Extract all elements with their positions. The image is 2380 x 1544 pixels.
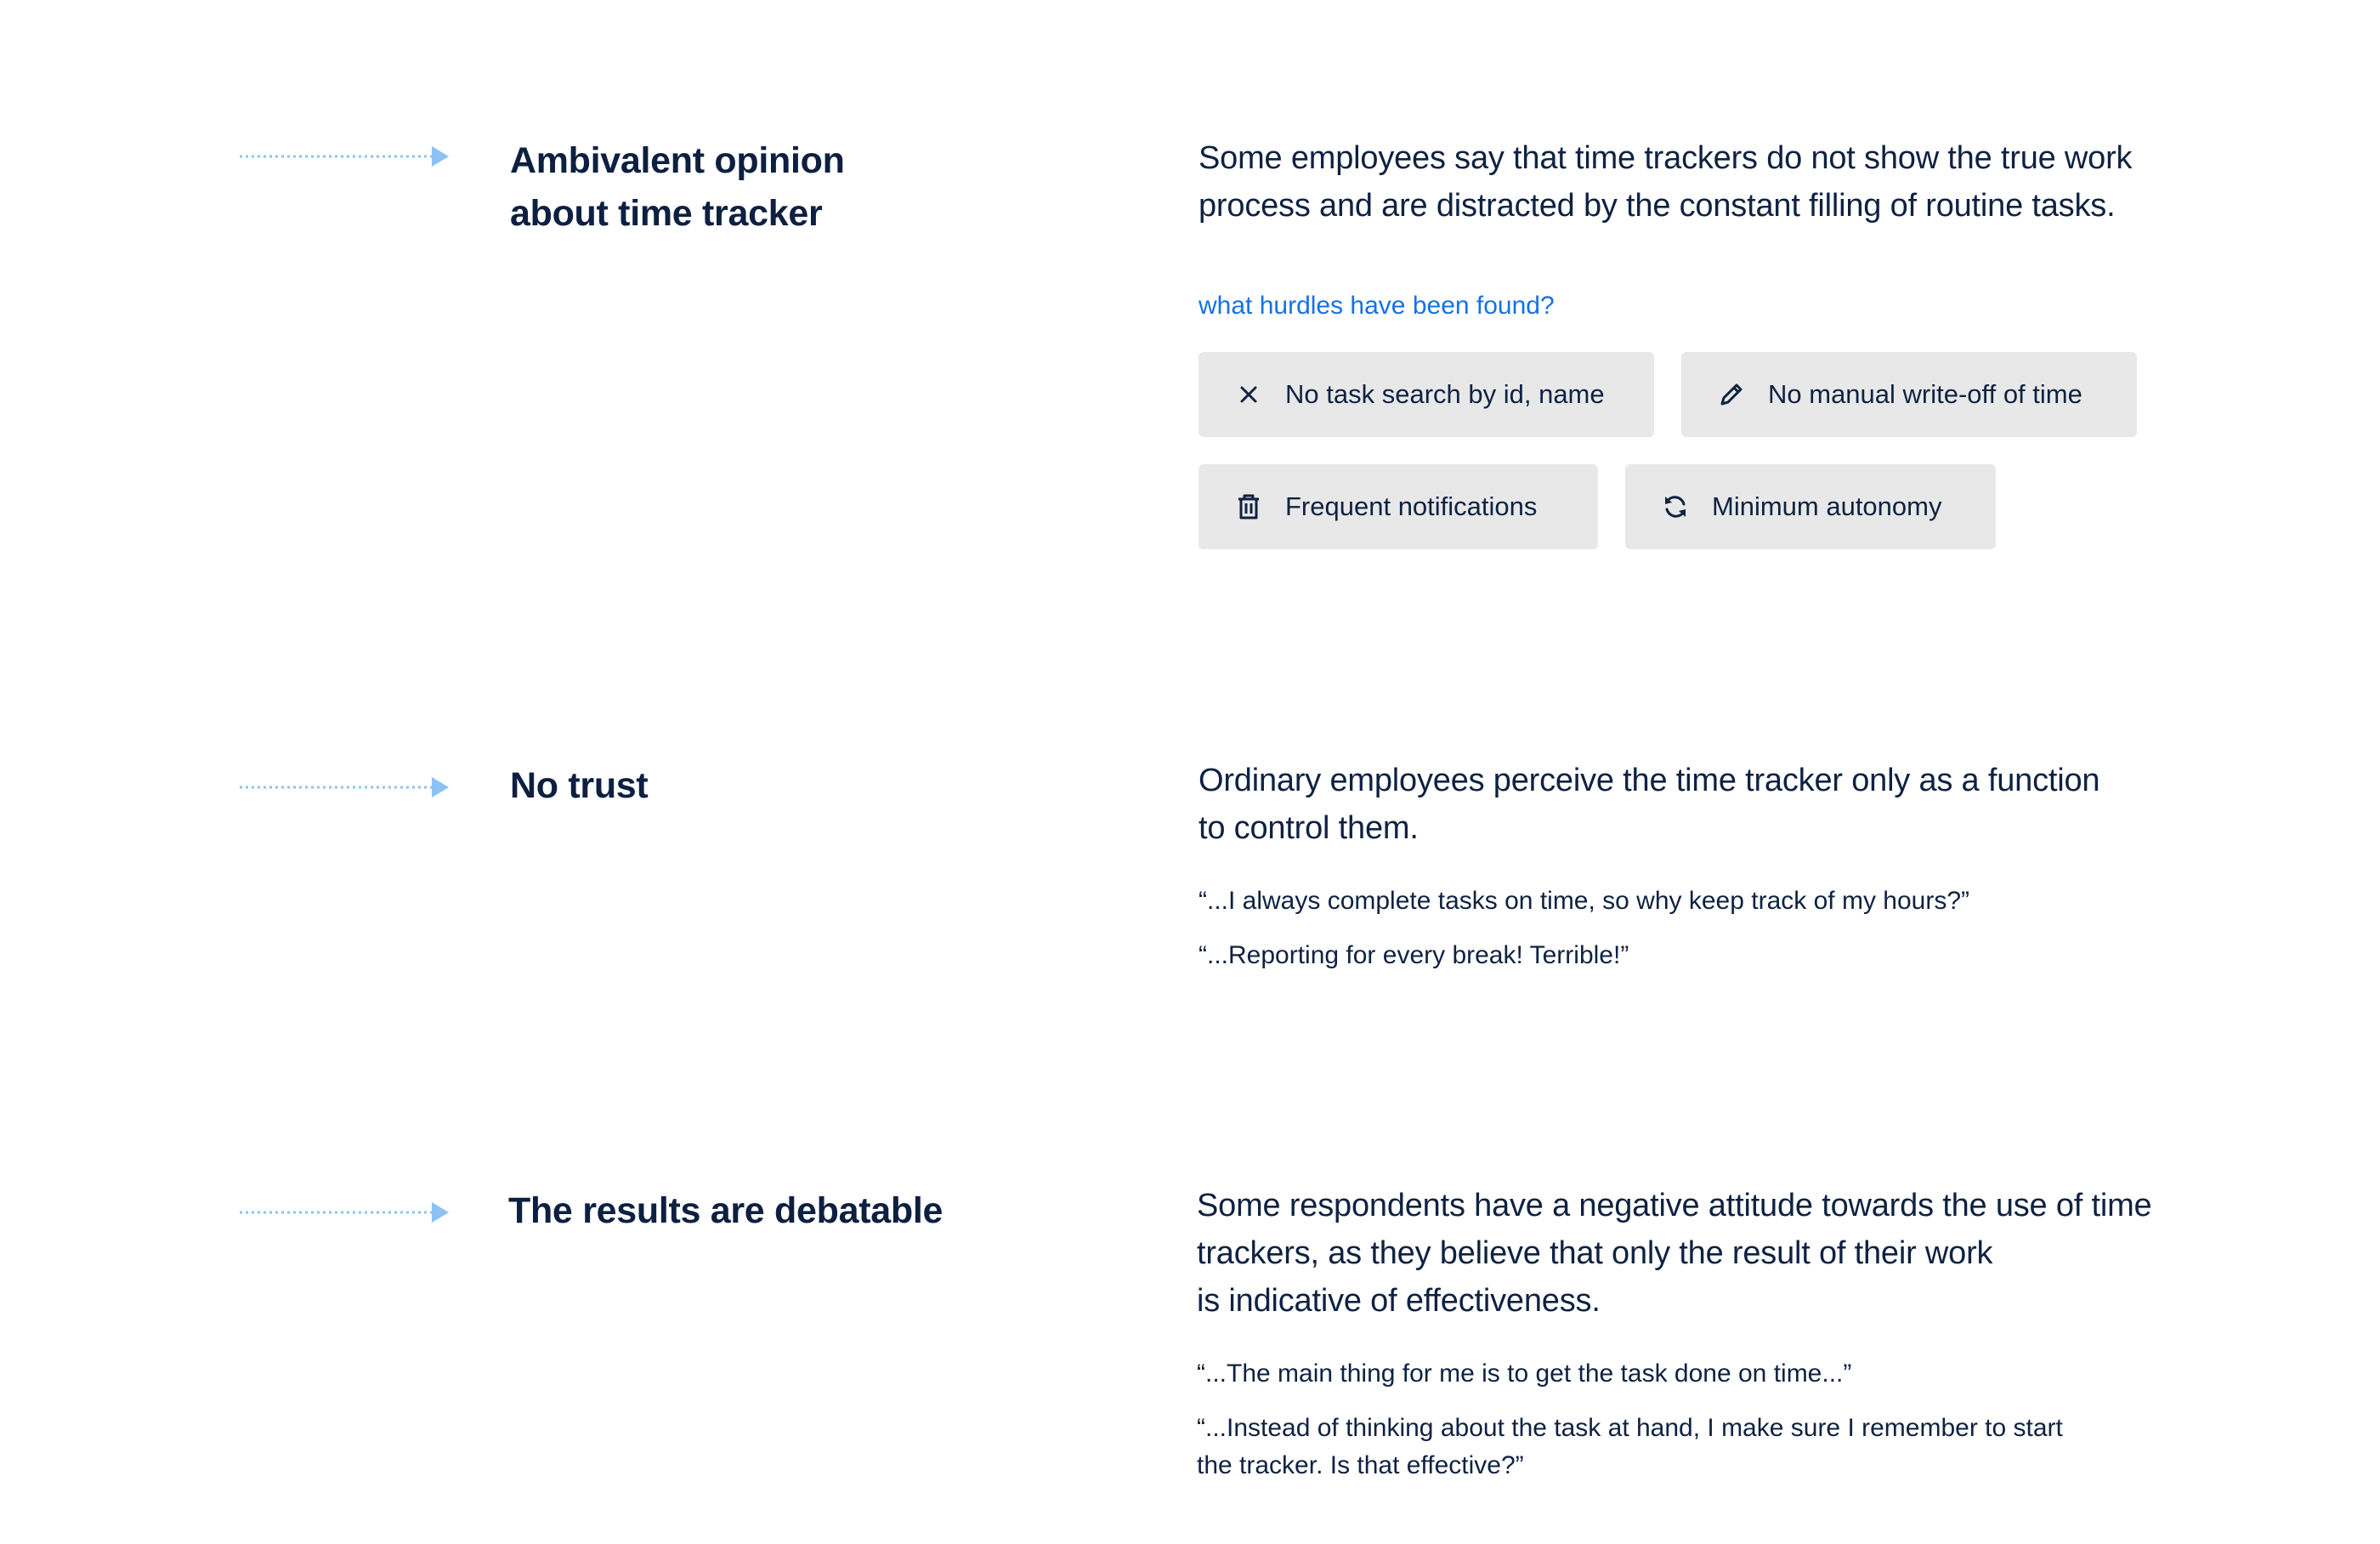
- dotted-arrow-icon: [240, 775, 449, 799]
- chip-no-manual-write-off: [1681, 352, 2137, 437]
- description-line: is indicative of effectiveness.: [1197, 1283, 1601, 1319]
- chip-label: No manual write-off of time: [1768, 379, 2082, 409]
- heading-line: Ambivalent opinion: [510, 140, 845, 181]
- section-heading: [510, 134, 845, 240]
- quote-line: “...Reporting for every break! Terrible!”: [1198, 941, 1629, 969]
- quote-list: [1197, 1355, 2293, 1484]
- quote-line: “...Instead of thinking about the task at hand, I make sure I remember to start: [1197, 1414, 2063, 1442]
- quote-list: [1198, 883, 2295, 974]
- section-description: [1198, 134, 2295, 230]
- close-icon: [1234, 380, 1263, 409]
- description-line: process and are distracted by the constant filling of routine tasks.: [1198, 188, 2116, 224]
- trash-icon: [1234, 492, 1263, 521]
- chip-label: Minimum autonomy: [1712, 491, 1942, 521]
- chip-label: No task search by id, name: [1285, 379, 1605, 409]
- quote: [1198, 883, 2295, 920]
- chip-minimum-autonomy: [1625, 464, 1996, 549]
- quote-line: “...The main thing for me is to get the task done on time...”: [1197, 1360, 1852, 1388]
- dotted-arrow-icon: [240, 145, 449, 168]
- section-body: [1198, 757, 2295, 991]
- pencil-icon: [1717, 380, 1746, 409]
- description-line: trackers, as they believe that only the result of their work: [1197, 1235, 1993, 1271]
- dotted-arrow-icon: [240, 1201, 449, 1224]
- quote-line: the tracker. Is that effective?”: [1197, 1451, 1524, 1479]
- description-line: Some respondents have a negative attitude towards the use of time: [1197, 1188, 2152, 1223]
- section-body: [1198, 134, 2295, 549]
- description-line: Ordinary employees perceive the time tracker only as a function: [1198, 763, 2100, 798]
- section-heading: [508, 1184, 943, 1237]
- quote-line: “...I always complete tasks on time, so why keep track of my hours?”: [1198, 887, 1970, 915]
- chip-no-task-search: [1198, 352, 1654, 437]
- chip-label: Frequent notifications: [1285, 491, 1538, 521]
- section-body: [1197, 1182, 2293, 1501]
- refresh-icon: [1661, 492, 1690, 521]
- description-line: to control them.: [1198, 810, 1419, 846]
- quote: [1197, 1355, 2293, 1393]
- hurdles-question: what hurdles have been found?: [1198, 292, 1555, 320]
- heading-line: No trust: [510, 765, 649, 806]
- quote: [1198, 937, 2295, 974]
- section-description: [1197, 1182, 2293, 1325]
- heading-line: The results are debatable: [508, 1190, 944, 1231]
- chip-row: [1198, 464, 2295, 549]
- description-line: Some employees say that time trackers do not show the true work: [1198, 140, 2133, 176]
- section-description: [1198, 757, 2295, 852]
- section-heading: [510, 759, 648, 812]
- chip-row: [1198, 352, 2295, 437]
- chip-frequent-notifications: [1198, 464, 1598, 549]
- heading-line: about time tracker: [510, 193, 823, 234]
- quote: [1197, 1410, 2293, 1484]
